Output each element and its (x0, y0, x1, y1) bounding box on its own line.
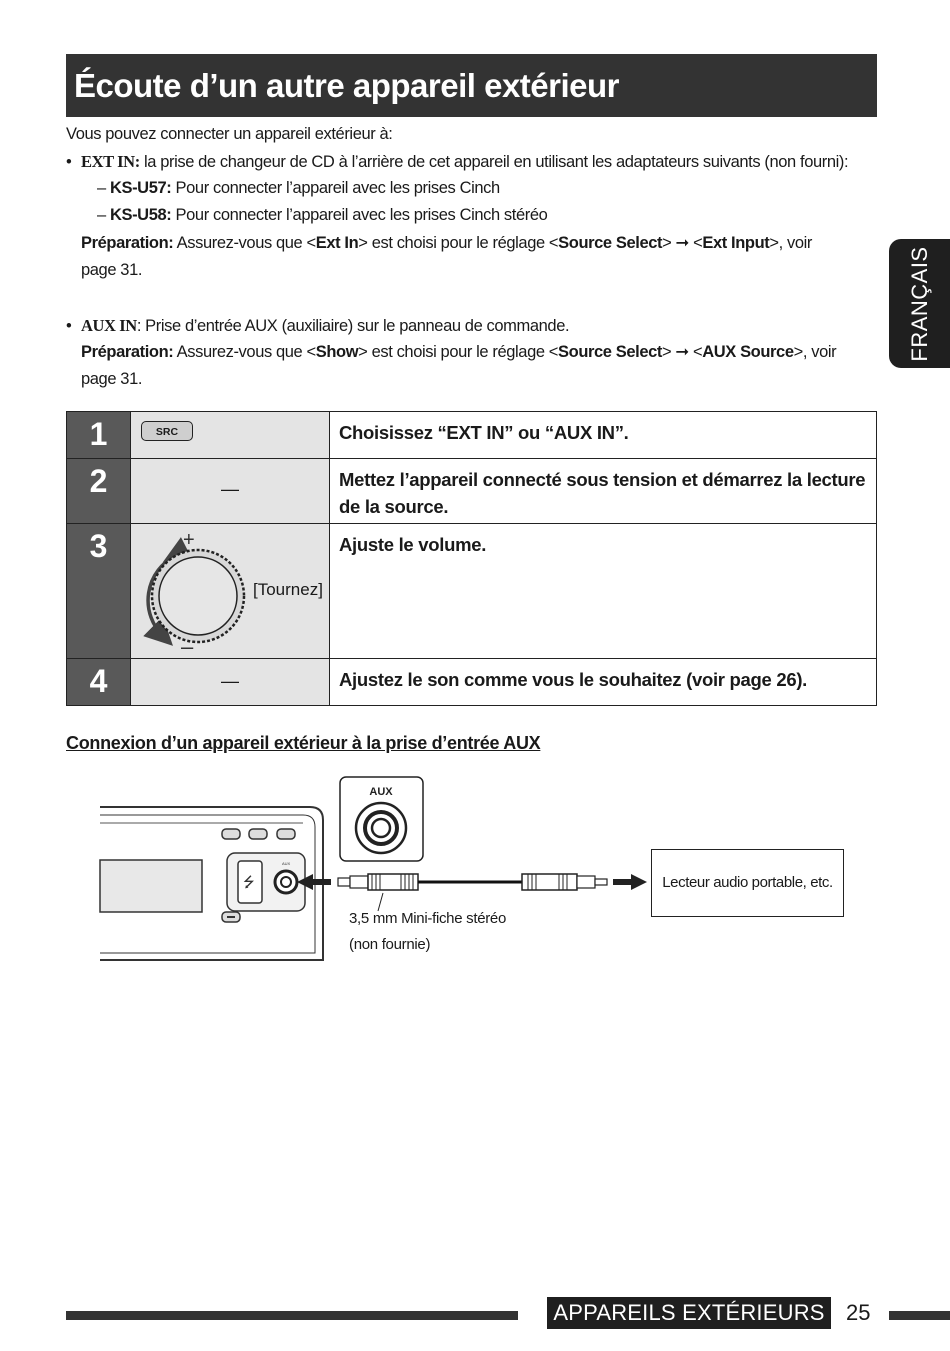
prep-setting: Source Select (558, 234, 663, 252)
adapter-name: KS-U58: (109, 206, 172, 224)
minus-sign: – (181, 634, 194, 658)
plus-sign: + (183, 529, 195, 551)
page-title: Écoute d’un autre appareil extérieur (66, 54, 877, 117)
volume-knob-icon (139, 528, 269, 658)
dash: – (97, 179, 110, 197)
dash: – (97, 206, 110, 224)
arrow-right-icon (613, 874, 647, 890)
footer-rule-right (889, 1311, 950, 1320)
bullet-icon: • (66, 317, 72, 335)
step-row (67, 524, 877, 659)
prep-setting: AUX Source (702, 343, 794, 361)
ext-in-label: EXT IN: (81, 152, 140, 171)
prep-text: > ➞ < (662, 234, 703, 252)
step-row (67, 412, 877, 459)
adapter-text: Pour connecter l’appareil avec les prises Cinch (171, 179, 500, 197)
prep-text: > ➞ < (661, 343, 703, 361)
intro-text: Vous pouvez connecter un appareil extérieur à: (66, 125, 393, 143)
ext-in-preparation (81, 230, 812, 257)
step-description: Choisissez “EXT IN” ou “AUX IN”. (330, 412, 877, 459)
prep-setting: Ext Input (702, 234, 770, 252)
step-number (67, 659, 131, 706)
step-description: Mettez l’appareil connecté sous tension et démarrez la lecture de la source. (330, 459, 877, 524)
aux-in-label: AUX IN (81, 316, 137, 335)
ext-in-prep-page: page 31. (81, 261, 143, 279)
step-number-text: 3 (89, 528, 108, 564)
page-number: 25 (846, 1300, 871, 1325)
step-illustration (131, 659, 330, 706)
step-illustration (131, 412, 330, 459)
step-number (67, 524, 131, 659)
car-stereo-panel-icon (100, 807, 323, 960)
footer-rule-left (66, 1311, 518, 1320)
plug-caption-line2: (non fournie) (349, 936, 431, 953)
ext-in-bullet (66, 148, 848, 176)
step-number (67, 459, 131, 524)
footer-section-label: APPAREILS EXTÉRIEURS (547, 1297, 831, 1329)
step-illustration (131, 459, 330, 524)
prep-text: >, voir (769, 234, 812, 252)
step-number-text: 1 (89, 416, 108, 452)
ext-in-text: la prise de changeur de CD à l’arrière de cet appareil en utilisant les adaptateurs suivants (non fourni): (139, 153, 849, 171)
plug-caption-line1: 3,5 mm Mini-fiche stéréo (349, 910, 507, 927)
aux-in-preparation (81, 339, 836, 366)
adapter-ks-u58 (81, 202, 547, 229)
aux-label: AUX (369, 786, 393, 798)
turn-label: [Tournez] (253, 580, 323, 599)
step-row (67, 459, 877, 524)
prep-text: > est choisi pour le réglage < (358, 343, 559, 361)
aux-jack-callout (340, 777, 423, 861)
adapter-ks-u57 (81, 175, 500, 202)
aux-in-bullet (66, 312, 569, 340)
prep-setting: Source Select (558, 343, 662, 361)
aux-in-prep-page: page 31. (81, 370, 143, 388)
prep-text: >, voir (793, 343, 837, 361)
steps-table (66, 411, 877, 706)
prep-label: Préparation: (81, 343, 174, 361)
step-description: Ajustez le son comme vous le souhaitez (voir page 26). (330, 659, 877, 706)
step-number (67, 412, 131, 459)
src-button-icon: SRC (141, 421, 193, 441)
prep-text: Assurez-vous que < (173, 343, 316, 361)
small-aux-label: AUX (282, 861, 291, 866)
adapter-text: Pour connecter l’appareil avec les prises Cinch stéréo (171, 206, 548, 224)
language-tab-label: FRANÇAIS (906, 245, 932, 362)
step-number-text: 2 (89, 463, 108, 499)
step-number-text: 4 (89, 663, 108, 699)
adapter-name: KS-U57: (109, 179, 172, 197)
aux-in-text: : Prise d’entrée AUX (auxiliaire) sur le panneau de commande. (136, 317, 570, 335)
prep-text: Assurez-vous que < (173, 234, 316, 252)
no-action-dash: — (221, 479, 239, 499)
prep-label: Préparation: (81, 234, 174, 252)
no-action-dash: — (221, 671, 239, 691)
section-heading: Connexion d’un appareil extérieur à la prise d’entrée AUX (66, 733, 541, 753)
step-row (67, 659, 877, 706)
step-illustration (131, 524, 330, 659)
usb-icon: ⭍ (243, 875, 255, 891)
bullet-icon: • (66, 153, 72, 171)
plug-caption (349, 906, 506, 958)
prep-text: > est choisi pour le réglage < (358, 234, 559, 252)
portable-player-box: Lecteur audio portable, etc. (651, 849, 844, 917)
step-description: Ajuste le volume. (330, 524, 877, 659)
prep-setting: Show (315, 343, 359, 361)
prep-setting: Ext In (315, 234, 359, 252)
language-tab (889, 239, 950, 368)
